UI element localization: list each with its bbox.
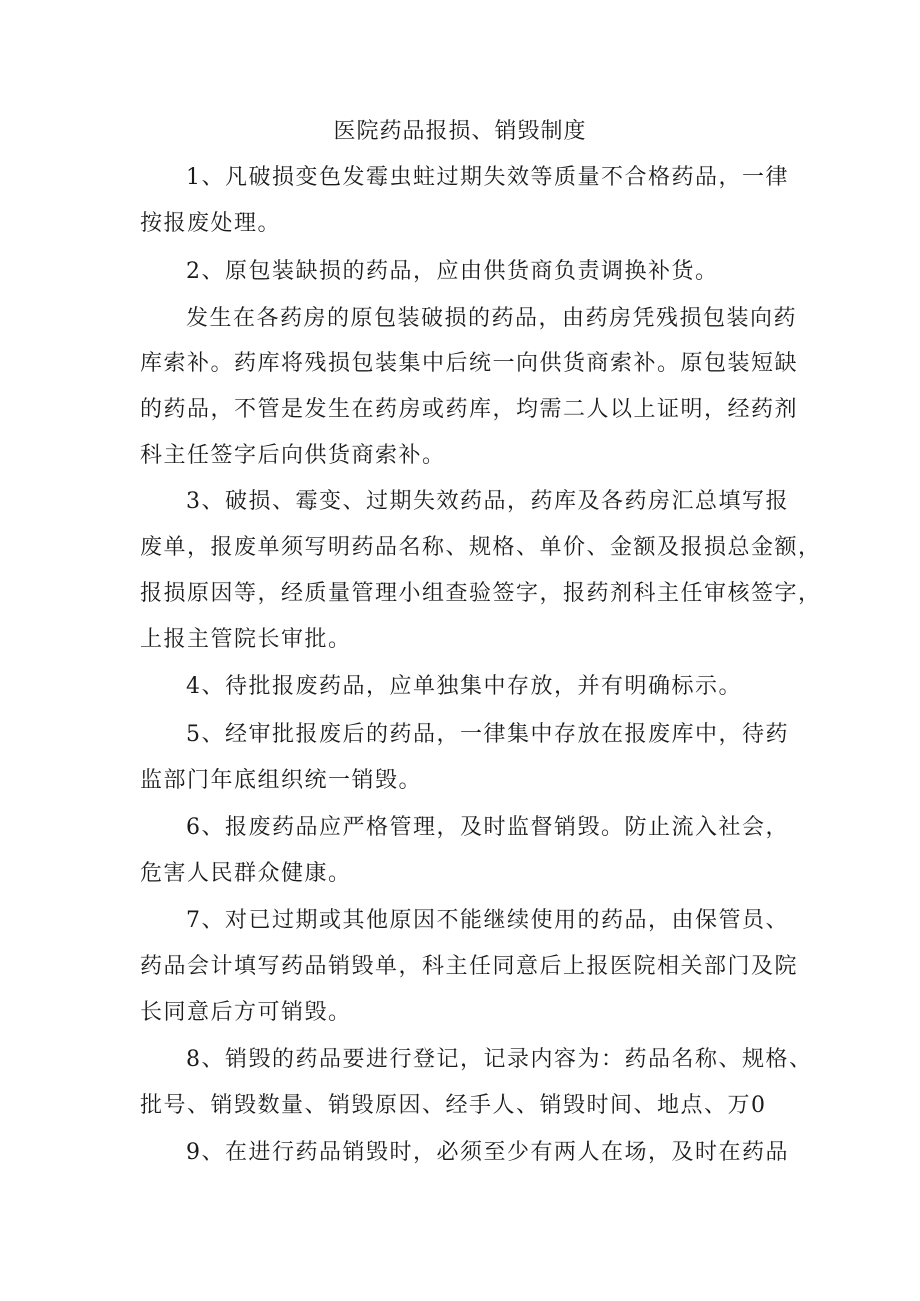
para-3-line-2: 库索补。药库将残损包装集中后统一向供货商索补。原包装短缺 — [140, 351, 799, 376]
para-4-line-2: 废单，报废单须写明药品名称、规格、单价、金额及报损总金额， — [140, 535, 822, 560]
para-8-line-1: 7、对已过期或其他原因不能继续使用的药品，由保管员、 — [186, 908, 789, 933]
para-7-line-1: 6、报废药品应严格管理，及时监督销毁。防止流入社会， — [186, 815, 789, 840]
para-8-line-3: 长同意后方可销毁。 — [140, 1000, 352, 1025]
para-6-line-1: 5、经审批报废后的药品，一律集中存放在报废库中，待药 — [186, 722, 789, 747]
para-3-line-4: 科主任签字后向供货商索补。 — [140, 443, 446, 468]
para-4-line-4: 上报主管院长审批。 — [140, 627, 352, 652]
para-5-line-1: 4、待批报废药品，应单独集中存放，并有明确标示。 — [186, 674, 742, 699]
para-10-line-1: 9、在进行药品销毁时，必须至少有两人在场，及时在药品 — [186, 1140, 789, 1165]
para-1-line-2: 按报废处理。 — [140, 211, 282, 236]
para-1-line-1: 1、凡破损变色发霉虫蛀过期失效等质量不合格药品，一律 — [186, 165, 789, 190]
para-8-line-2: 药品会计填写药品销毁单，科主任同意后上报医院相关部门及院 — [140, 954, 799, 979]
para-3-line-3: 的药品，不管是发生在药房或药库，均需二人以上证明，经药剂 — [140, 397, 799, 422]
para-2-line-1: 2、原包装缺损的药品，应由供货商负责调换补货。 — [186, 259, 719, 284]
para-4-line-1: 3、破损、霉变、过期失效药品，药库及各药房汇总填写报 — [186, 489, 789, 514]
para-6-line-2: 监部门年底组织统一销毁。 — [140, 768, 423, 793]
document-title: 医院药品报损、销毁制度 — [333, 119, 587, 144]
para-9-line-1: 8、销毁的药品要进行登记，记录内容为：药品名称、规格、 — [186, 1047, 813, 1072]
para-9-line-2: 批号、销毁数量、销毁原因、经手人、销毁时间、地点、万0 — [140, 1093, 767, 1118]
para-4-line-3: 报损原因等，经质量管理小组查验签字，报药剂科主任审核签字， — [140, 581, 822, 606]
para-7-line-2: 危害人民群众健康。 — [140, 861, 352, 886]
para-3-line-1: 发生在各药房的原包装破损的药品，由药房凭残损包装向药 — [186, 306, 798, 331]
